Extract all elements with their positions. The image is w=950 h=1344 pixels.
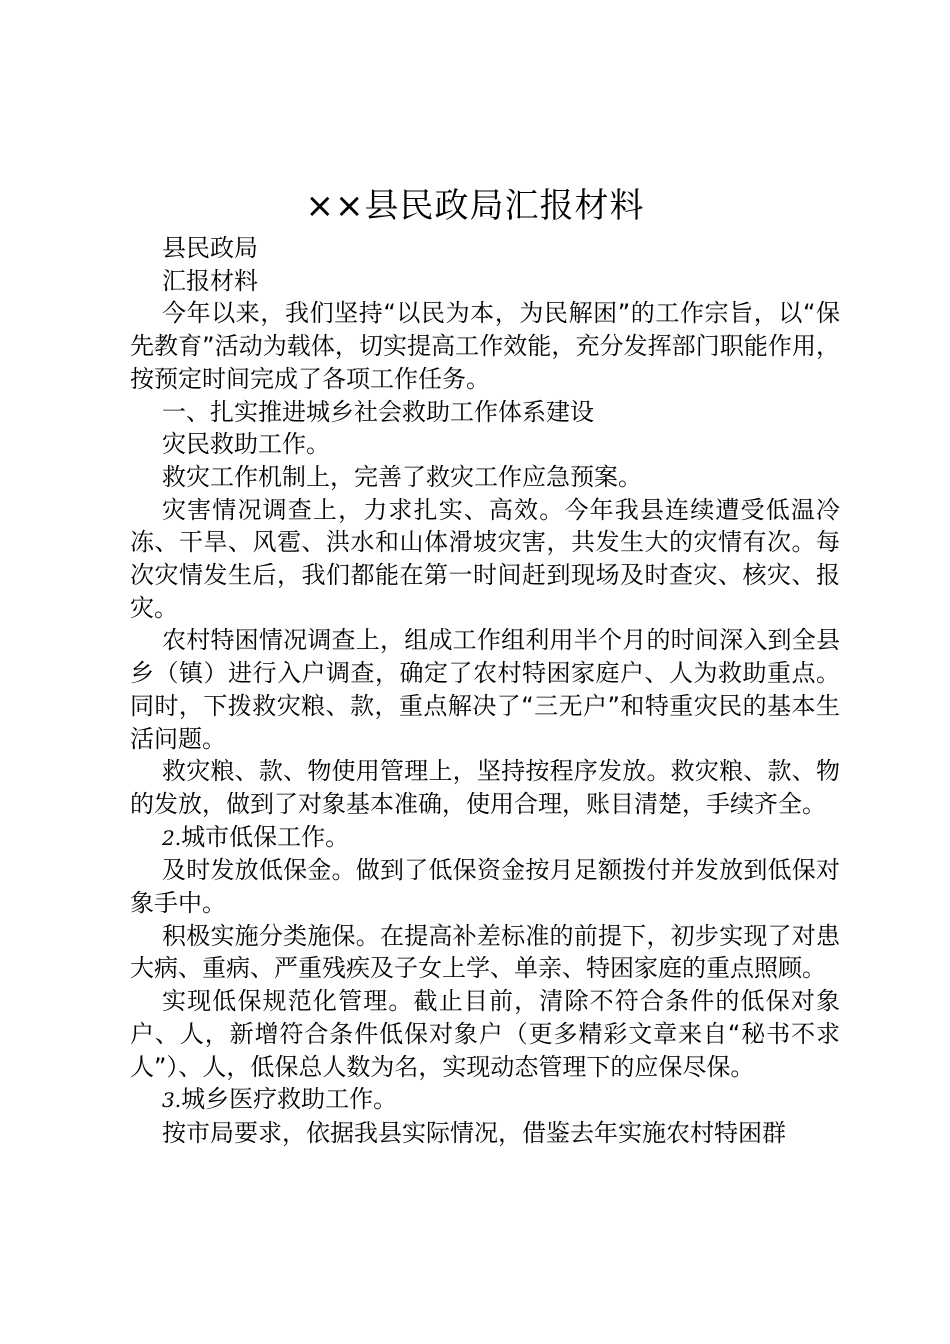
paragraph bbox=[130, 461, 840, 494]
subsection-number: 3. bbox=[162, 1088, 182, 1113]
section-heading-text: 一、扎实推进城乡社会救助工作体系建设 bbox=[162, 397, 594, 426]
paragraph-text: 灾害情况调查上，力求扎实、高效。今年我县连续遭受低温冷冻、干旱、风雹、洪水和山体滑坡灾害，共发生大的灾情有次。每次灾情发生后，我们都能在第一时间赶到现场及时查灾、核灾、报灾。 bbox=[130, 495, 840, 622]
document-title: ××县民政局汇报材料 bbox=[305, 186, 645, 226]
paragraph-text: 救灾粮、款、物使用管理上，坚持按程序发放。救灾粮、款、物的发放，做到了对象基本准确，使用合理，账目清楚，手续齐全。 bbox=[130, 757, 840, 818]
paragraph bbox=[130, 755, 840, 820]
subsection-heading bbox=[130, 821, 840, 855]
paragraph-text: 按市局要求，依据我县实际情况，借鉴去年实施农村特困群 bbox=[162, 1118, 786, 1147]
paragraph bbox=[130, 232, 840, 265]
subsection-heading-text: 城乡医疗救助工作。 bbox=[181, 1085, 398, 1114]
paragraph bbox=[130, 624, 840, 755]
paragraph-text: 积极实施分类施保。在提高补差标准的前提下，初步实现了对患大病、重病、严重残疾及子女上学、单亲、特困家庭的重点照顾。 bbox=[130, 921, 840, 983]
paragraph bbox=[130, 494, 840, 625]
paragraph bbox=[130, 297, 840, 395]
subsection-number: 2. bbox=[162, 825, 182, 850]
paragraph-text: 及时发放低保金。做到了低保资金按月足额拨付并发放到低保对象手中。 bbox=[130, 856, 840, 918]
paragraph-text: 实现低保规范化管理。截止目前，清除不符合条件的低保对象户、人，新增符合条件低保对象户（更多精彩文章来自“秘书不求人”）、人，低保总人数为名，实现动态管理下的应保尽保。 bbox=[130, 987, 840, 1081]
paragraph-text: 县民政局 bbox=[162, 234, 258, 262]
paragraph bbox=[130, 985, 840, 1083]
section-heading bbox=[130, 396, 840, 429]
paragraph bbox=[130, 1117, 840, 1150]
paragraph bbox=[130, 854, 840, 919]
document-body bbox=[130, 232, 840, 1150]
paragraph-text: 汇报材料 bbox=[162, 266, 258, 295]
subsection-heading-text: 城市低保工作。 bbox=[181, 822, 350, 851]
paragraph bbox=[130, 265, 840, 298]
paragraph bbox=[130, 920, 840, 985]
paragraph-text: 农村特困情况调查上，组成工作组利用半个月的时间深入到全县乡（镇）进行入户调查，确定了农村特困家庭户、人为救助重点。同时，下拨救灾粮、款，重点解决了“三无户”和特重灾民的基本生活问题。 bbox=[130, 626, 840, 753]
paragraph-text: 救灾工作机制上，完善了救灾工作应急预案。 bbox=[162, 462, 642, 491]
subsection-heading bbox=[130, 1083, 840, 1117]
subsection-heading-text: 灾民救助工作。 bbox=[162, 430, 330, 459]
paragraph-text: 今年以来，我们坚持“以民为本，为民解困”的工作宗旨，以“保先教育”活动为载体，切实提高工作效能，充分发挥部门职能作用，按预定时间完成了各项工作任务。 bbox=[130, 299, 840, 393]
subsection-heading bbox=[130, 428, 840, 461]
